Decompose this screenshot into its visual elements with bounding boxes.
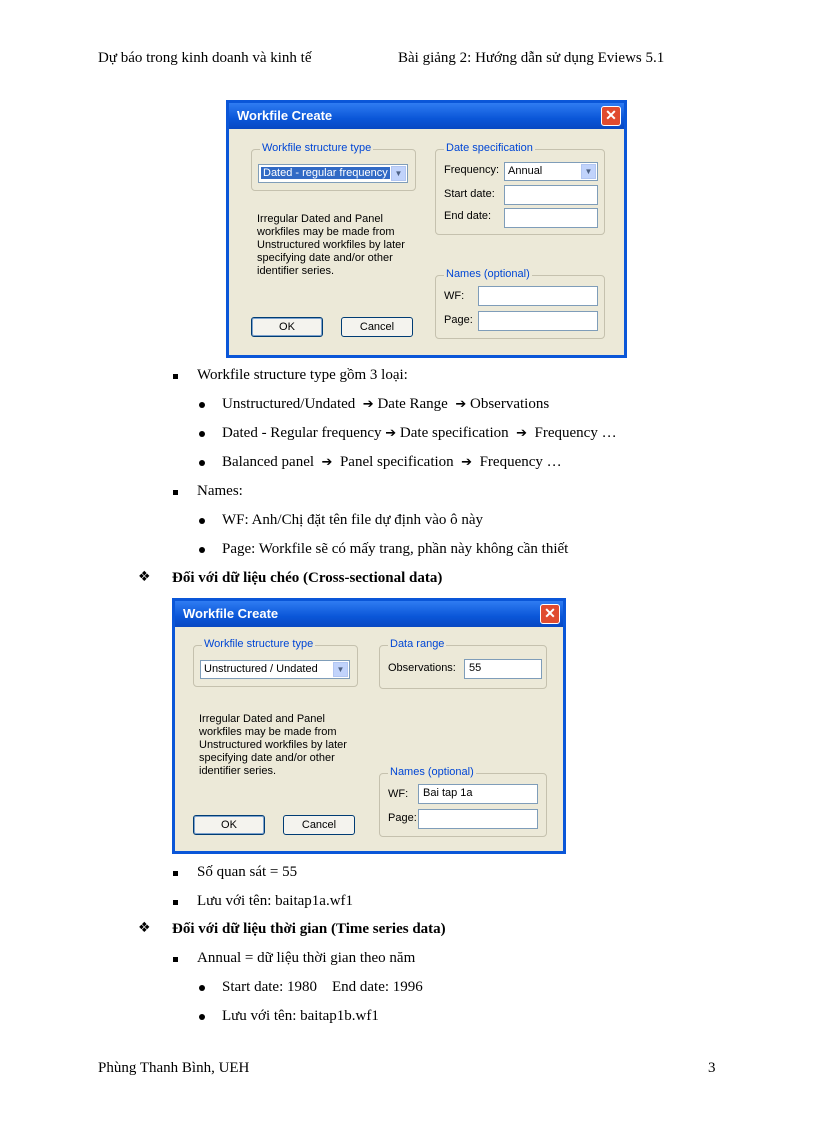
- structure-note: Irregular Dated and Panel workfiles may be made from Unstructured workfiles by later specifying date and/or other identifier series.: [257, 213, 405, 277]
- chevron-down-icon[interactable]: ▼: [581, 164, 596, 179]
- wf-input[interactable]: Bai tap 1a: [418, 784, 538, 804]
- type-item-3: Balanced panel ➔ Panel specification ➔ Frequency …: [222, 454, 562, 470]
- diamond-bullet-icon: ❖: [138, 569, 151, 585]
- time-item-save: Lưu với tên: baitap1b.wf1: [222, 1008, 379, 1024]
- names-item-wf: WF: Anh/Chị đặt tên file dự định vào ô này: [222, 512, 484, 528]
- wf-input[interactable]: [478, 286, 598, 306]
- arrow-right-icon: ➔: [362, 397, 374, 412]
- header-right: Bài giảng 2: Hướng dẫn sử dụng Eviews 5.1: [398, 50, 665, 66]
- end-date-label: End date:: [444, 210, 492, 222]
- wf-label: WF:: [388, 788, 409, 800]
- square-bullet-icon: [173, 374, 178, 379]
- page-label: Page:: [444, 314, 473, 326]
- arrow-right-icon: ➔: [461, 455, 473, 470]
- workfile-create-dialog-undated: [172, 598, 566, 854]
- data-range-group: [379, 638, 547, 689]
- dot-bullet-icon: [199, 518, 205, 524]
- page-number: 3: [708, 1060, 716, 1076]
- chevron-down-icon[interactable]: ▼: [391, 166, 406, 181]
- cross-item-save: Lưu với tên: baitap1a.wf1: [197, 893, 354, 909]
- dot-bullet-icon: [199, 985, 205, 991]
- cancel-button[interactable]: Cancel: [341, 317, 413, 337]
- dot-bullet-icon: [199, 547, 205, 553]
- names-legend: Names (optional): [446, 268, 530, 280]
- cross-item-obs: Số quan sát = 55: [197, 864, 298, 880]
- observations-label: Observations:: [388, 662, 456, 674]
- page-input[interactable]: [478, 311, 598, 331]
- square-bullet-icon: [173, 490, 178, 495]
- page-input[interactable]: [418, 809, 538, 829]
- type-item-2: Dated - Regular frequency ➔ Date specification ➔ Frequency …: [222, 425, 617, 441]
- dot-bullet-icon: [199, 431, 205, 437]
- end-date-input[interactable]: [504, 208, 598, 228]
- start-date-label: Start date:: [444, 188, 495, 200]
- wf-label: WF:: [444, 290, 465, 302]
- structure-intro: Workfile structure type gồm 3 loại:: [197, 367, 408, 383]
- names-intro: Names:: [197, 483, 243, 499]
- names-group: [379, 766, 547, 837]
- time-series-heading: Đối với dữ liệu thời gian (Time series data): [172, 921, 446, 937]
- structure-note: Irregular Dated and Panel workfiles may be made from Unstructured workfiles by later specifying date and/or other identifier series.: [199, 713, 347, 777]
- dot-bullet-icon: [199, 1014, 205, 1020]
- structure-type-value: Unstructured / Undated: [204, 663, 318, 675]
- names-group: [435, 268, 605, 339]
- square-bullet-icon: [173, 957, 178, 962]
- structure-type-select[interactable]: [200, 660, 350, 679]
- structure-group: [193, 638, 358, 687]
- dialog-title: Workfile Create: [175, 601, 563, 627]
- range-legend: Data range: [390, 638, 445, 650]
- frequency-select[interactable]: [504, 162, 598, 181]
- names-legend: Names (optional): [390, 766, 474, 778]
- square-bullet-icon: [173, 871, 178, 876]
- close-icon[interactable]: ✕: [601, 106, 621, 126]
- page-label: Page:: [388, 812, 417, 824]
- frequency-label: Frequency:: [444, 164, 500, 176]
- arrow-right-icon: ➔: [516, 426, 528, 441]
- footer-author: Phùng Thanh Bình, UEH: [98, 1060, 250, 1076]
- cross-sectional-heading: Đối với dữ liệu chéo (Cross-sectional data): [172, 570, 443, 586]
- time-item-dates: Start date: 1980 End date: 1996: [222, 979, 423, 995]
- workfile-create-dialog-dated: [226, 100, 627, 358]
- structure-group: [251, 142, 416, 191]
- arrow-right-icon: ➔: [455, 397, 467, 412]
- date-specification-group: [435, 142, 605, 235]
- chevron-down-icon[interactable]: ▼: [333, 662, 348, 677]
- arrow-right-icon: ➔: [385, 426, 397, 441]
- names-item-page: Page: Workfile sẽ có mấy trang, phần này không cần thiết: [222, 541, 569, 557]
- structure-type-select[interactable]: [258, 164, 408, 183]
- dot-bullet-icon: [199, 460, 205, 466]
- structure-type-value: Dated - regular frequency: [263, 167, 388, 179]
- arrow-right-icon: ➔: [321, 455, 333, 470]
- dot-bullet-icon: [199, 402, 205, 408]
- dialog-title: Workfile Create: [229, 103, 624, 129]
- diamond-bullet-icon: ❖: [138, 920, 151, 936]
- structure-legend: Workfile structure type: [262, 142, 372, 154]
- observations-input[interactable]: 55: [464, 659, 542, 679]
- cancel-button[interactable]: Cancel: [283, 815, 355, 835]
- square-bullet-icon: [173, 900, 178, 905]
- type-item-1: Unstructured/Undated ➔ Date Range ➔ Observations: [222, 396, 550, 412]
- ok-button[interactable]: OK: [193, 815, 265, 835]
- date-legend: Date specification: [446, 142, 533, 154]
- header-left: Dự báo trong kinh doanh và kinh tế: [98, 50, 312, 66]
- close-icon[interactable]: ✕: [540, 604, 560, 624]
- frequency-value: Annual: [508, 165, 543, 177]
- time-intro: Annual = dữ liệu thời gian theo năm: [197, 950, 416, 966]
- start-date-input[interactable]: [504, 185, 598, 205]
- ok-button[interactable]: OK: [251, 317, 323, 337]
- structure-legend: Workfile structure type: [204, 638, 314, 650]
